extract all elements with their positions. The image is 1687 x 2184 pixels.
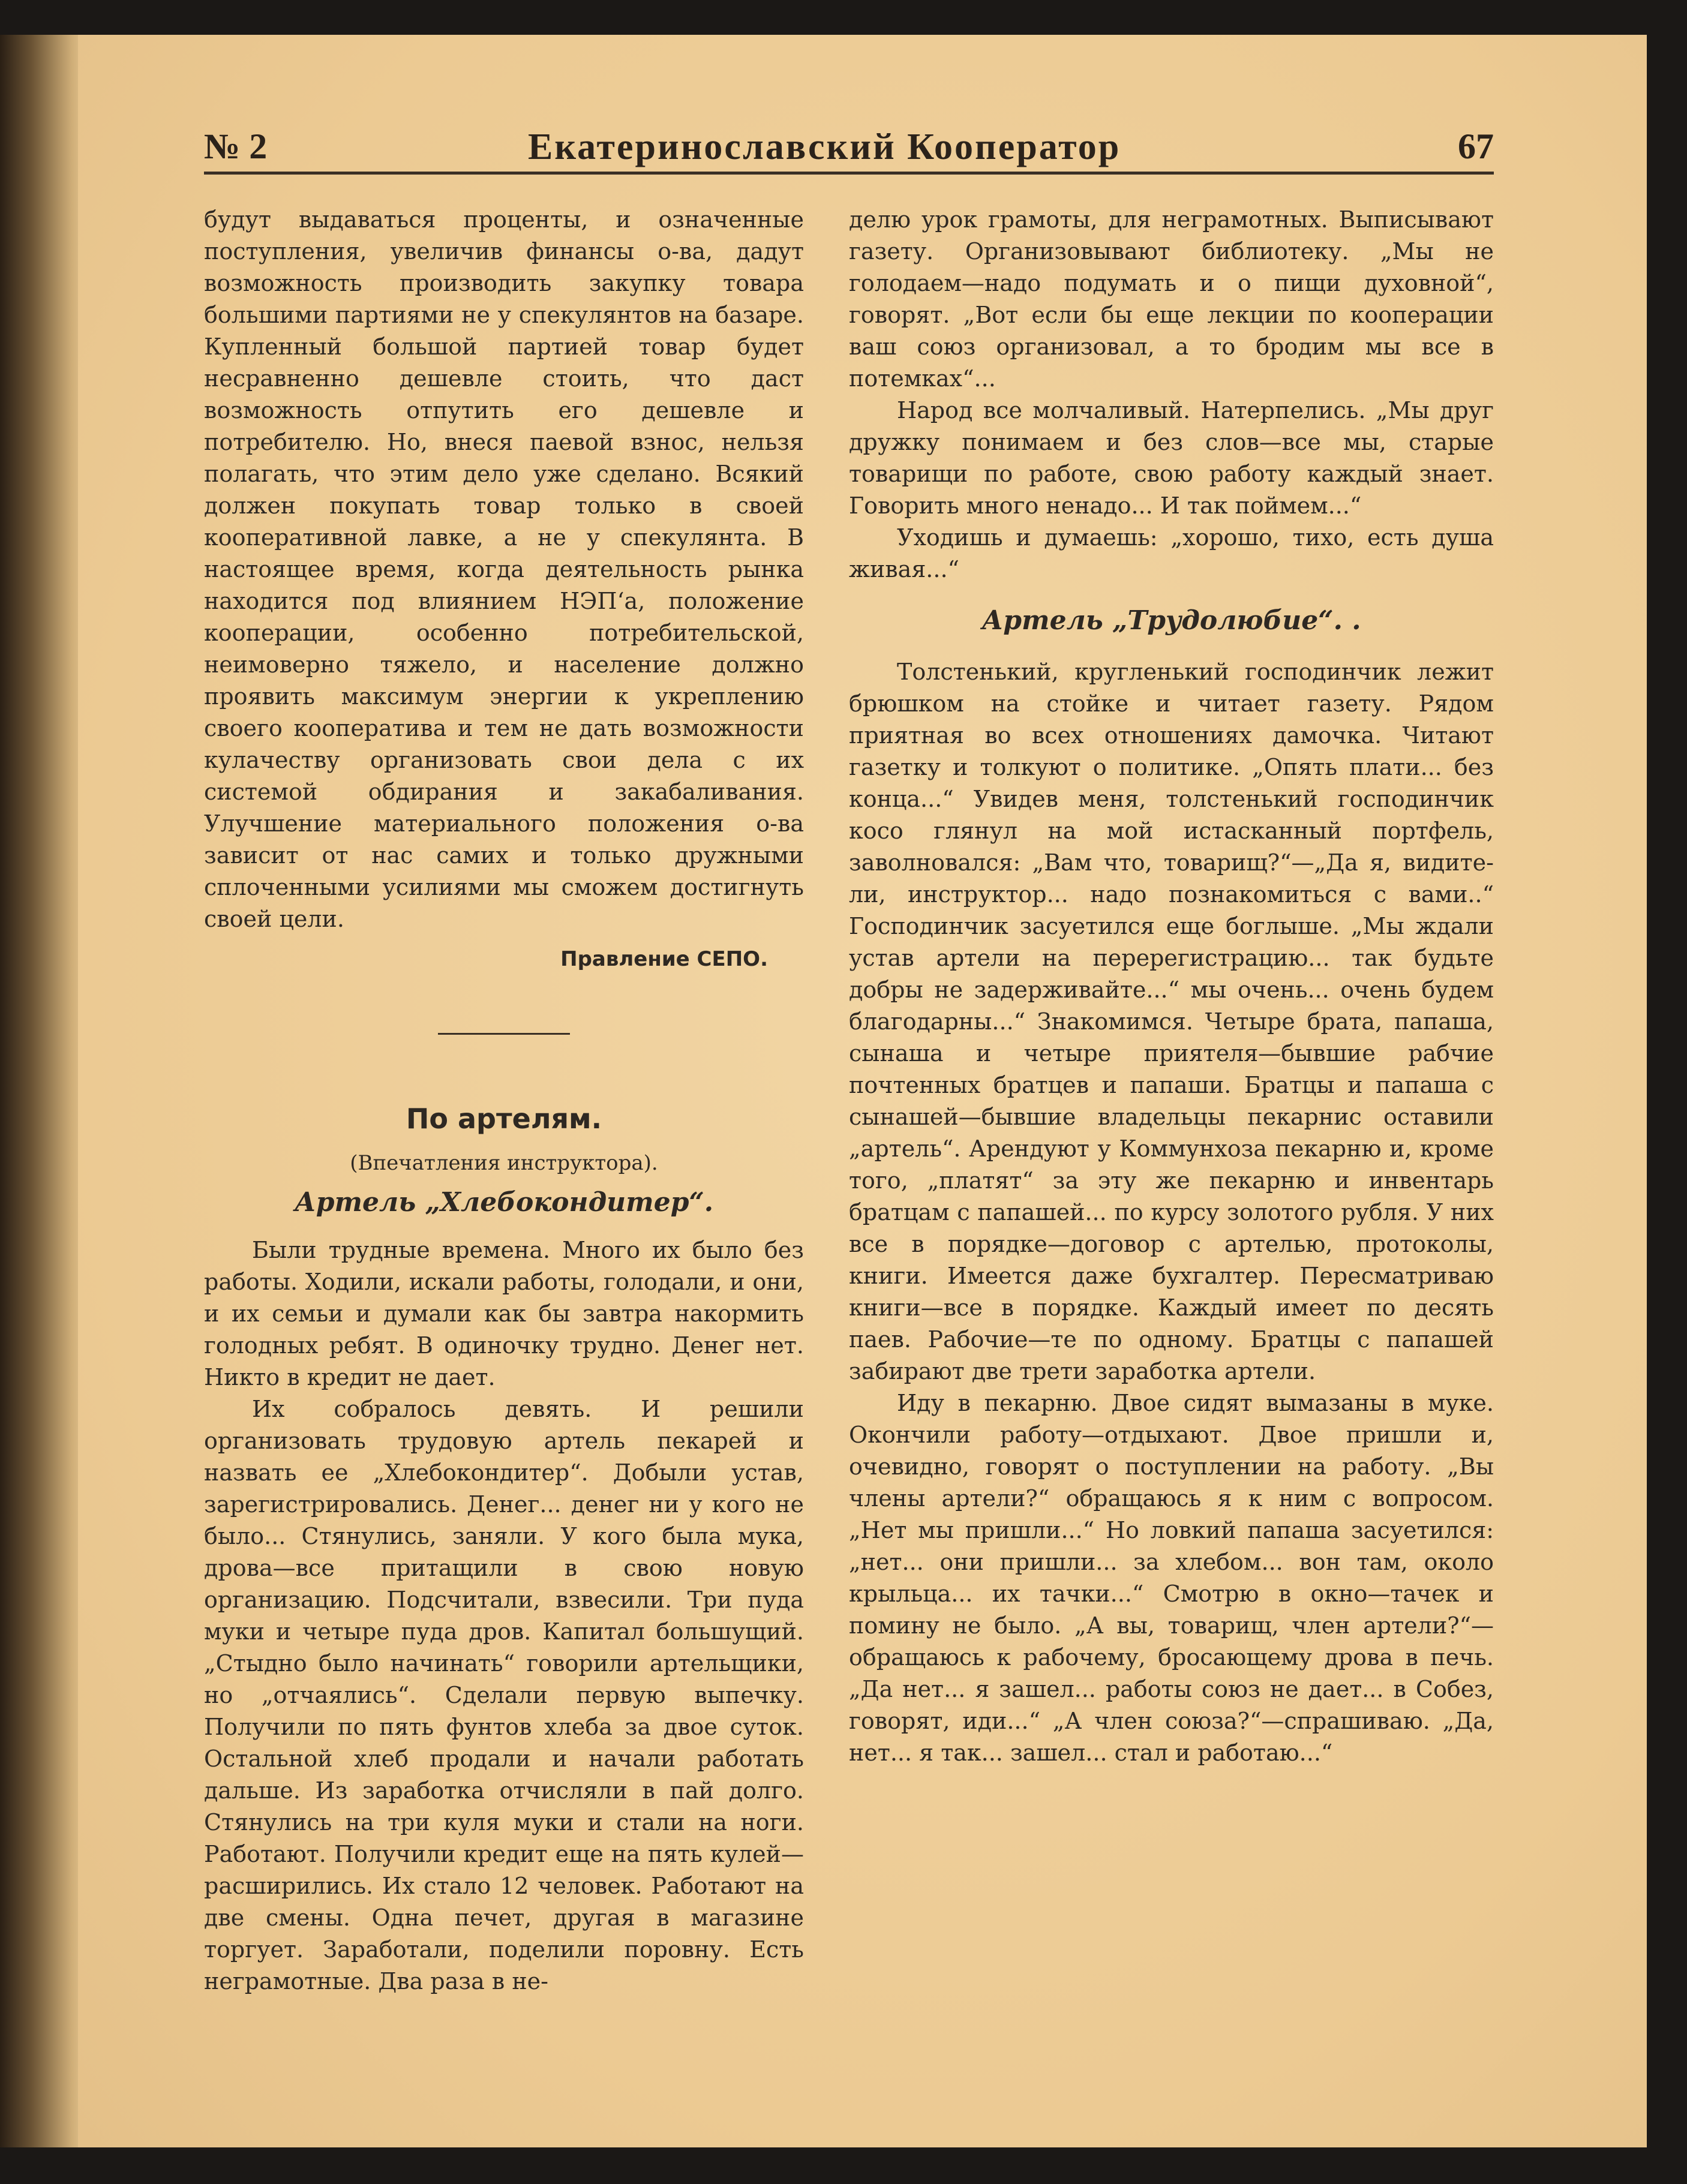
artel-2-title: Артель „Трудолюбие“. . [981,605,1361,636]
section-title: По артелям. [406,1102,602,1135]
journal-title: Екатеринославский Кооператор [528,127,1121,167]
right-paragraph-4: Толстенький, кругленький господинчик лежит брюшком на стойке и читает газету. Рядом приятная во всех отношениях дамочка. Читают газетку и толкуют о политике. „Опять плати... без конца...“ Увидев меня, толстенький господинчик косо глянул на мой истасканный портфель, заволновался: „Вам что, товарищ?“—„Да я, видите-ли, инструктор... надо познакомиться с вами..“ Господинчик засуетился еще боглыше. „Мы ждали устав артели на перерегистрацию... так будьте добры не задерживайте...“ мы очень... очень будем благодарны...“ Знакомимся. Четыре брата, папаша, сынаша и четыре приятеля—бывшие рабчие почтенных братцев и папаши. Братцы и папаша с сынашей—бывшие владельцы пекарнис оставили „артель“. Арендуют у Коммунхоза пекарню и, кроме того, „платят“ за эту же пекарню и инвентарь братцам с папашей... по курсу золотого рубля. У них все в порядке—договор с артелью, протоколы, книги. Имеется даже бухгалтер. Пересматриваю книги—все в порядке. Каждый имеет по десять паев. Рабочие—те по одному. Братцы с папашей забирают две трети заработка артели. [849,659,1494,1384]
left-column [204,204,804,1997]
page-number: 67 [1458,127,1494,166]
signature: Правление СЕПО. [560,947,768,971]
artel-1-title: Артель „Хлебокондитер“. [294,1187,714,1218]
page-header [204,126,1494,174]
right-column [849,204,1494,1769]
right-paragraph-5: Иду в пекарню. Двое сидят вымазаны в муке. Окончили работу—отдыхают. Двое пришли и, очевидно, говорят о поступлении на работу. „Вы члены артели?“ обращаюсь я к ним с вопросом. „Нет мы пришли...“ Но ловкий папаша засуетился: „нет... они пришли... за хлебом... вон там, около крыльца... их тачки...“ Смотрю в окно—тачек и помину не было. „А вы, товарищ, член артели?“—обращаюсь к рабочему, бросающему дрова в печь. „Да нет... я зашел... работы союз не дает... в Собез, говорят, иди...“ „А член союза?“—спрашиваю. „Да, нет... я так... зашел... стал и работаю...“ [849,1390,1494,1766]
header-rule [204,172,1494,175]
section-divider [438,1033,570,1035]
right-paragraph-2: Народ все молчаливый. Натерпелись. „Мы друг дружку понимаем и без слов—все мы, старые товарищи по работе, свою работу каждый знает. Говорить много ненадо... И так поймем...“ [849,397,1494,519]
left-paragraph-1: будут выдаваться проценты, и означенные поступления, увеличив финансы о-ва, дадут возможность производить закупку товара большими партиями не у спекулянтов на базаре. Купленный большой партией товар будет несравненно дешевле стоить, что даст возможность отпутить его дешевле и потребителю. Но, внеся паевой взнос, нельзя полагать, что этим дело уже сделано. Всякий должен покупать товар только в своей кооперативной лавке, а не у спекулянта. В настоящее время, когда деятельность рынка находится под влиянием НЭП‘а, положение кооперации, особенно потребительской, неимоверно тяжело, и население должно проявить максимум энергии к укреплению своего кооператива и тем не дать возможности кулачеству организовать свои дела с их системой обдирания и закабаливания. Улучшение материального положения о-ва зависит от нас самих и только дружными сплоченными усилиями мы сможем достигнуть своей цели. [204,206,804,932]
left-paragraph-2: Были трудные времена. Много их было без работы. Ходили, искали работы, голодали, и они, и их семьи и думали как бы завтра накормить голодных ребят. В одиночку трудно. Денег нет. Никто в кредит не дает. [204,1237,804,1390]
book-spine-shadow [0,35,90,2147]
right-paragraph-1: делю урок грамоты, для неграмотных. Выписывают газету. Организовывают библиотеку. „Мы не голодаем—надо подумать и о пищи духовной“, говорят. „Вот если бы еще лекции по кооперации ваш союз организовал, а то бродим мы все в потемках“... [849,206,1494,392]
issue-number: № 2 [204,127,268,166]
left-paragraph-3: Их собралось девять. И решили организовать трудовую артель пекарей и назвать ее „Хлебокондитер“. Добыли устав, зарегистрировались. Денег... денег ни у кого не было... Стянулись, заняли. У кого была мука, дрова—все притащили в свою новую организацию. Подсчитали, взвесили. Три пуда муки и четыре пуда дров. Капитал большущий. „Стыдно было начинать“ говорили артельщики, но „отчаялись“. Сделали первую выпечку. Получили по пять фунтов хлеба за двое суток. Остальной хлеб продали и начали работать дальше. Из заработка отчисляли в пай долго. Стянулись на три куля муки и стали на ноги. Работают. Получили кредит еще на пять кулей—расширились. Их стало 12 человек. Работают на две смены. Одна печет, другая в магазине торгует. Заработали, поделили поровну. Есть неграмотные. Два раза в не- [204,1396,804,1994]
right-paragraph-3: Уходишь и думаешь: „хорошо, тихо, есть душа живая...“ [849,524,1494,582]
section-subtitle: (Впечатления инструктора). [350,1151,658,1175]
